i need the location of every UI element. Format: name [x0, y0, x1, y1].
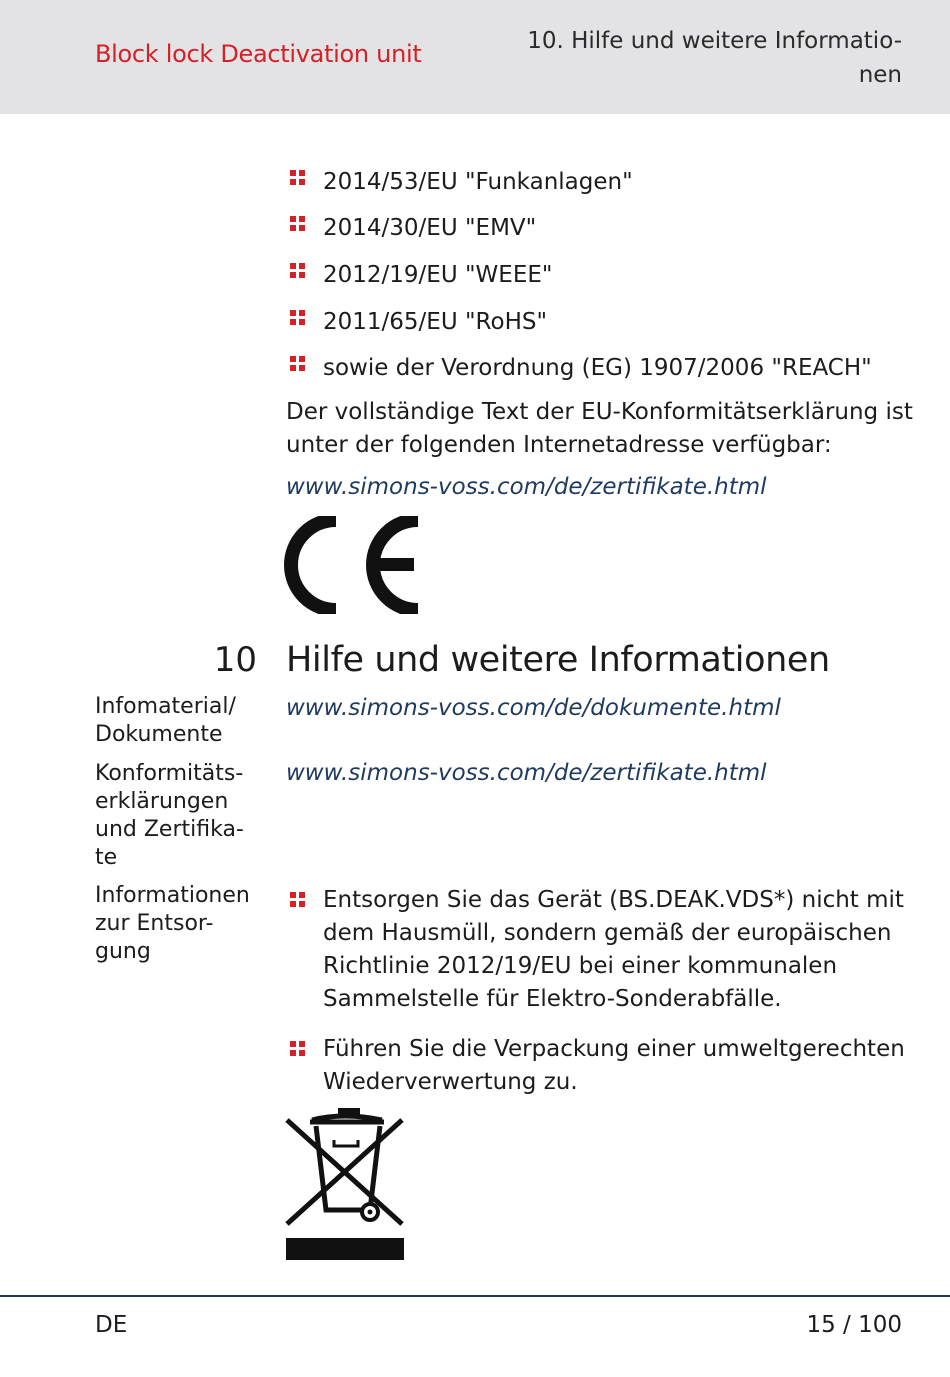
bullet-icon: [290, 310, 305, 325]
side-label-line: Konformitäts-: [95, 761, 244, 786]
bullet-line: Richtlinie 2012/19/EU bei einer kommunalen: [323, 953, 838, 979]
bullet-icon: [290, 1041, 305, 1056]
bullet-icon: [290, 216, 305, 231]
directive-text: 2012/19/EU "WEEE": [323, 262, 553, 288]
conformity-link[interactable]: www.simons-voss.com/de/zertifikate.html: [286, 474, 767, 500]
bullet-icon: [290, 170, 305, 185]
side-label-line: und Zertifika-: [95, 817, 244, 842]
paragraph-line: unter der folgenden Internetadresse verfügbar:: [286, 432, 832, 458]
side-label-disposal: [95, 882, 260, 966]
page-number: 15 / 100: [806, 1312, 902, 1338]
bullet-icon: [290, 356, 305, 371]
paragraph-line: Der vollständige Text der EU-Konformitätserklärung ist: [286, 399, 913, 425]
bullet-icon: [290, 892, 305, 907]
chapter-title: Hilfe und weitere Informationen: [286, 640, 830, 680]
directive-text: sowie der Verordnung (EG) 1907/2006 "REACH": [323, 355, 872, 381]
side-label-info-material: [95, 693, 260, 749]
side-label-line: gung: [95, 939, 151, 964]
page-header: [0, 0, 950, 114]
bullet-icon: [290, 263, 305, 278]
side-label-line: te: [95, 845, 118, 870]
bullet-line: Entsorgen Sie das Gerät (BS.DEAK.VDS*) nicht mit: [323, 887, 904, 913]
conformity-paragraph: [286, 396, 913, 462]
directive-text: 2014/30/EU "EMV": [323, 215, 537, 241]
ce-mark-icon: [284, 516, 422, 614]
section-title-line: nen: [858, 62, 902, 88]
bullet-line: Sammelstelle für Elektro-Sonderabfälle.: [323, 986, 782, 1012]
bullet-line: Wiederverwertung zu.: [323, 1069, 578, 1095]
chapter-number: 10: [213, 640, 257, 680]
certificates-link[interactable]: www.simons-voss.com/de/zertifikate.html: [286, 760, 767, 786]
side-label-line: Informationen: [95, 883, 250, 908]
footer-divider: [0, 1295, 950, 1297]
directive-text: 2011/65/EU "RoHS": [323, 309, 548, 335]
directive-text: 2014/53/EU "Funkanlagen": [323, 169, 633, 195]
side-label-declarations: [95, 760, 260, 872]
crossed-out-wheelie-bin-icon: [284, 1106, 406, 1264]
side-label-line: Dokumente: [95, 722, 223, 747]
documents-link[interactable]: www.simons-voss.com/de/dokumente.html: [286, 695, 781, 721]
bullet-line: Führen Sie die Verpackung einer umweltgerechten: [323, 1036, 905, 1062]
product-name: Block lock Deactivation unit: [95, 40, 422, 68]
section-title: [502, 24, 902, 92]
section-title-line: 10. Hilfe und weitere Informatio-: [527, 28, 902, 54]
bullet-line: dem Hausmüll, sondern gemäß der europäischen: [323, 920, 892, 946]
side-label-line: erklärungen: [95, 789, 229, 814]
side-label-line: zur Entsor-: [95, 911, 214, 936]
footer-language: DE: [95, 1312, 128, 1338]
side-label-line: Infomaterial/: [95, 694, 236, 719]
